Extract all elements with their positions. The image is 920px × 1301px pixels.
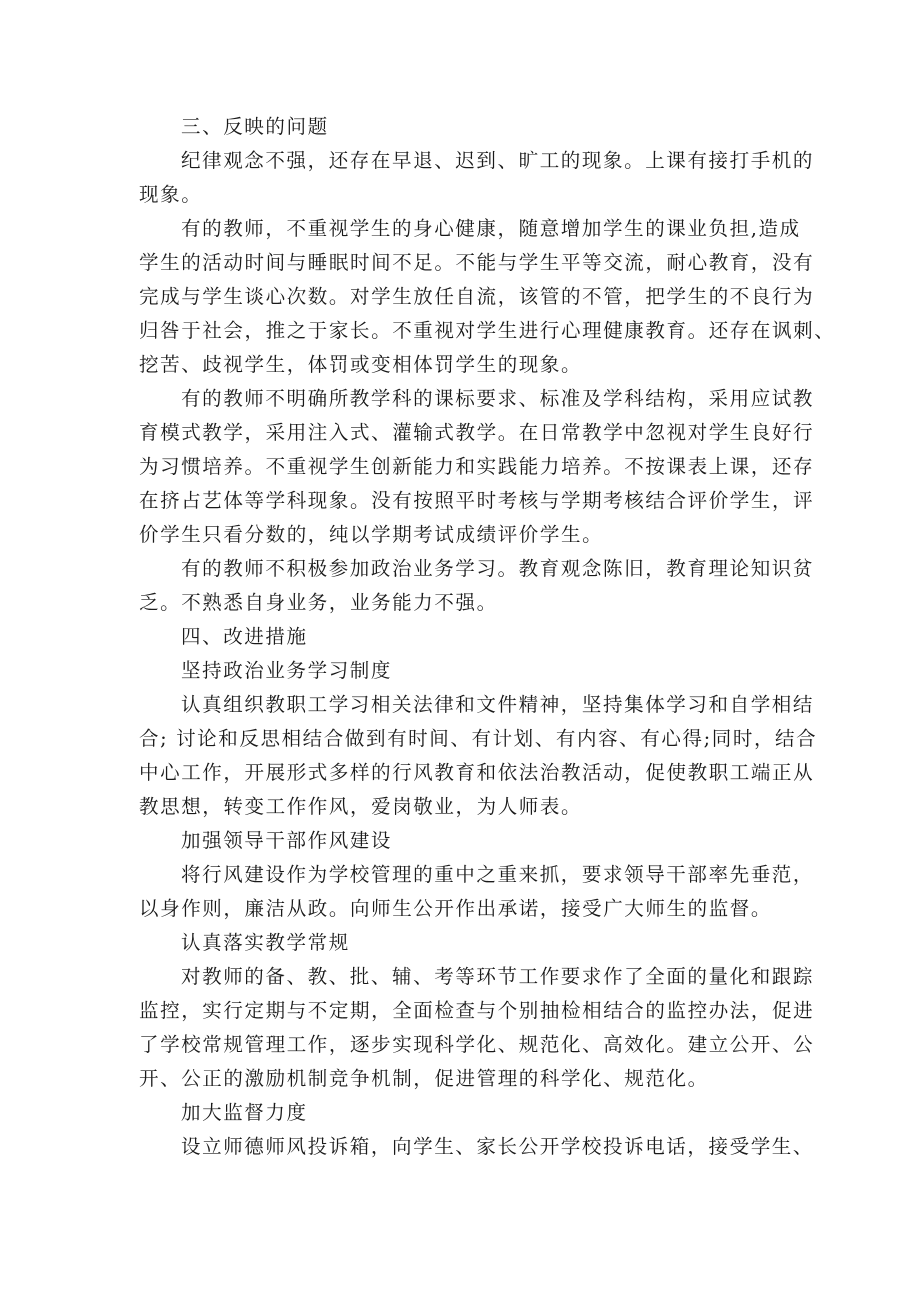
section-heading-problems: 三、反映的问题 [181, 115, 329, 138]
paragraph-line: 对教师的备、教、批、辅、考等环节工作要求作了全面的量化和跟踪 [181, 965, 815, 988]
subheading-teaching-routine: 认真落实教学常规 [181, 931, 350, 954]
paragraph-line: 归咎于社会，推之于家长。不重视对学生进行心理健康教育。还存在讽刺、 [139, 319, 836, 342]
paragraph-line: 育模式教学，采用注入式、灌输式教学。在日常教学中忽视对学生良好行 [139, 421, 815, 444]
paragraph-line: 挖苦、歧视学生，体罚或变相体罚学生的现象。 [139, 353, 583, 376]
paragraph-line: 了学校常规管理工作，逐步实现科学化、规范化、高效化。建立公开、公 [139, 1033, 815, 1056]
paragraph-line: 将行风建设作为学校管理的重中之重来抓，要求领导干部率先垂范， [181, 863, 815, 886]
paragraph-line: 中心工作，开展形式多样的行风教育和依法治教活动，促使教职工端正从 [139, 761, 815, 784]
paragraph-line: 学生的活动时间与睡眠时间不足。不能与学生平等交流，耐心教育，没有 [139, 251, 815, 274]
subheading-leadership-style: 加强领导干部作风建设 [181, 829, 393, 852]
paragraph-line: 有的教师，不重视学生的身心健康，随意增加学生的课业负担,造成 [181, 217, 801, 240]
subheading-supervision: 加大监督力度 [181, 1101, 308, 1124]
paragraph-line: 监控，实行定期与不定期，全面检查与个别抽检相结合的监控办法，促进 [139, 999, 815, 1022]
paragraph-line: 设立师德师风投诉箱，向学生、家长公开学校投诉电话，接受学生、 [181, 1135, 815, 1158]
subheading-study-system: 坚持政治业务学习制度 [181, 659, 393, 682]
paragraph-line: 为习惯培养。不重视学生创新能力和实践能力培养。不按课表上课，还存 [139, 455, 815, 478]
paragraph-line: 认真组织教职工学习相关法律和文件精神，坚持集体学习和自学相结 [181, 693, 815, 716]
paragraph-line: 现象。 [139, 183, 203, 206]
paragraph-line: 合; 讨论和反思相结合做到有时间、有计划、有内容、有心得;同时，结合 [139, 727, 818, 750]
paragraph-line: 有的教师不积极参加政治业务学习。教育观念陈旧，教育理论知识贫 [181, 557, 815, 580]
paragraph-line: 开、公正的激励机制竞争机制，促进管理的科学化、规范化。 [139, 1067, 709, 1090]
paragraph-line: 有的教师不明确所教学科的课标要求、标准及学科结构，采用应试教 [181, 387, 815, 410]
paragraph-line: 完成与学生谈心次数。对学生放任自流，该管的不管，把学生的不良行为 [139, 285, 815, 308]
paragraph-line: 以身作则，廉洁从政。向师生公开作出承诺，接受广大师生的监督。 [139, 897, 773, 920]
section-heading-measures: 四、改进措施 [181, 625, 308, 648]
paragraph-line: 价学生只看分数的，纯以学期考试成绩评价学生。 [139, 523, 604, 546]
paragraph-line: 教思想，转变工作作风，爱岗敬业，为人师表。 [139, 795, 583, 818]
paragraph-line: 纪律观念不强，还存在早退、迟到、旷工的现象。上课有接打手机的 [181, 149, 815, 172]
paragraph-line: 在挤占艺体等学科现象。没有按照平时考核与学期考核结合评价学生，评 [139, 489, 815, 512]
paragraph-line: 乏。不熟悉自身业务，业务能力不强。 [139, 591, 498, 614]
